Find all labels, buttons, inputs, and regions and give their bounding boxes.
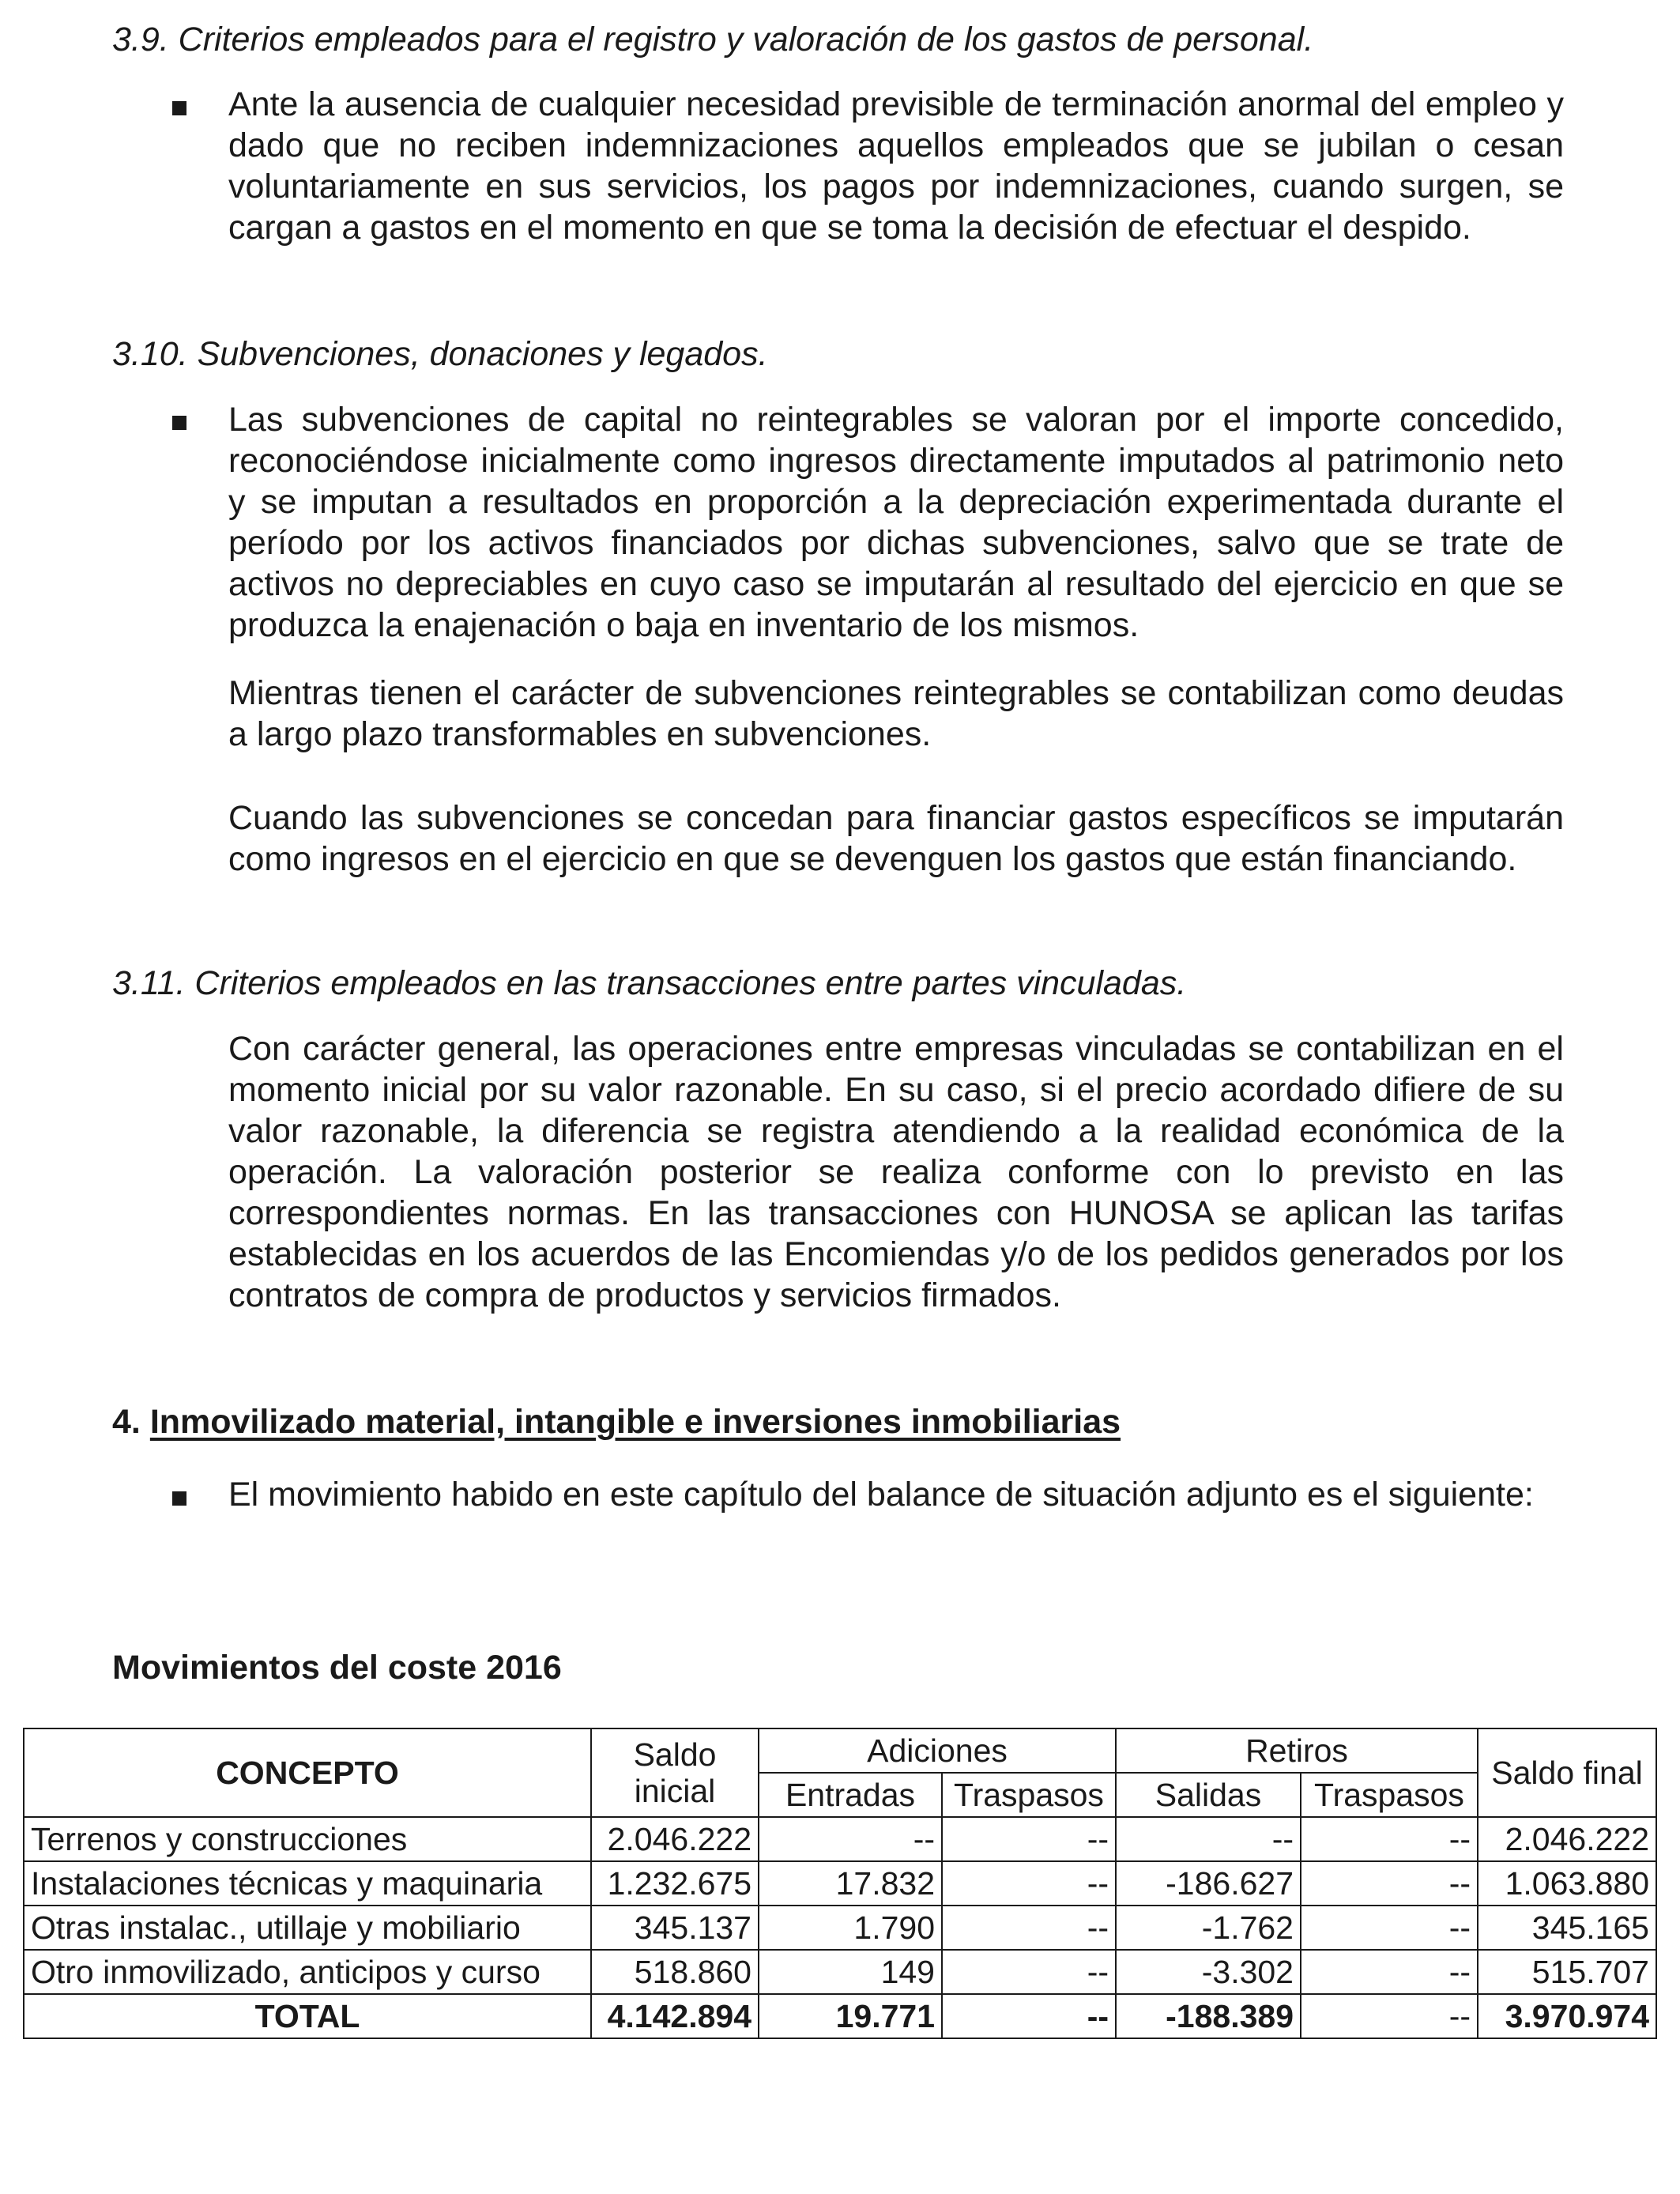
cell-entradas: 1.790 bbox=[759, 1906, 942, 1950]
cell-traspasos-retiros: -- bbox=[1301, 1817, 1478, 1861]
section-title: Inmovilizado material, intangible e inversiones inmobiliarias bbox=[149, 1403, 1121, 1441]
table-total-row bbox=[24, 1994, 1656, 2038]
cell-salidas: -3.302 bbox=[1116, 1950, 1301, 1994]
table-row bbox=[24, 1861, 1656, 1906]
section-heading-3-11: 3.11. Criterios empleados en las transacciones entre partes vinculadas. bbox=[112, 964, 1187, 1002]
header-concepto: CONCEPTO bbox=[24, 1728, 591, 1817]
table-row bbox=[24, 1817, 1656, 1861]
cell-saldo-final: 1.063.880 bbox=[1478, 1861, 1656, 1906]
paragraph-subvenciones-capital: Las subvenciones de capital no reintegrables se valoran por el importe concedido, reconociéndose inicialmente como ingresos directamente imputados al patrimonio neto y se imputan a resultados en proporción a la depreciación experimentada durante el período por los activos financiados por dichas subvenciones, salvo que se trate de activos no depreciables en cuyo caso se imputarán al resultado del ejercicio en que se produzca la enajenación o baja en inventario de los mismos. bbox=[228, 401, 1564, 644]
cell-saldo-inicial: 4.142.894 bbox=[591, 1994, 759, 2038]
paragraph-subvenciones-reintegrables: Mientras tienen el carácter de subvenciones reintegrables se contabilizan como deudas a largo plazo transformables en subvenciones. bbox=[228, 674, 1564, 753]
cell-concepto: Otras instalac., utillaje y mobiliario bbox=[24, 1906, 591, 1950]
bullet-icon bbox=[172, 416, 186, 430]
bullet-icon bbox=[172, 101, 186, 115]
cell-salidas: -186.627 bbox=[1116, 1861, 1301, 1906]
header-traspasos-retiros: Traspasos bbox=[1301, 1773, 1478, 1817]
cell-saldo-inicial: 1.232.675 bbox=[591, 1861, 759, 1906]
table-header-row bbox=[24, 1728, 1656, 1773]
section-heading-3-9: 3.9. Criterios empleados para el registro y valoración de los gastos de personal. bbox=[112, 21, 1314, 58]
paragraph-gastos-personal: Ante la ausencia de cualquier necesidad previsible de terminación anormal del empleo y dado que no reciben indemnizaciones aquellos empleados que se jubilan o cesan voluntariamente en sus servicios, los pagos por indemnizaciones, cuando surgen, se cargan a gastos en el momento en que se toma la decisión de efectuar el despido. bbox=[228, 85, 1564, 247]
cell-traspasos-adiciones: -- bbox=[942, 1994, 1116, 2038]
header-saldo-final: Saldo final bbox=[1478, 1728, 1656, 1817]
cell-traspasos-retiros: -- bbox=[1301, 1994, 1478, 2038]
cell-saldo-inicial: 345.137 bbox=[591, 1906, 759, 1950]
paragraph-movimiento: El movimiento habido en este capítulo del balance de situación adjunto es el siguiente: bbox=[228, 1476, 1534, 1514]
table-caption: Movimientos del coste 2016 bbox=[112, 1649, 562, 1687]
section-heading-4 bbox=[112, 1401, 1121, 1442]
cell-saldo-final: 2.046.222 bbox=[1478, 1817, 1656, 1861]
table-row bbox=[24, 1950, 1656, 1994]
section-number: 4. bbox=[112, 1403, 141, 1441]
cell-entradas: -- bbox=[759, 1817, 942, 1861]
cell-traspasos-adiciones: -- bbox=[942, 1861, 1116, 1906]
header-saldo-inicial: Saldo inicial bbox=[591, 1728, 759, 1817]
cell-salidas: -- bbox=[1116, 1817, 1301, 1861]
cell-traspasos-adiciones: -- bbox=[942, 1950, 1116, 1994]
cell-concepto: Instalaciones técnicas y maquinaria bbox=[24, 1861, 591, 1906]
paragraph-partes-vinculadas: Con carácter general, las operaciones entre empresas vinculadas se contabilizan en el momento inicial por su valor razonable. En su caso, si el precio acordado difiere de su valor razonable, la diferencia se registra atendiendo a la realidad económica de la operación. La valoración posterior se realiza conforme con lo previsto en las correspondientes normas. En las transacciones con HUNOSA se aplican las tarifas establecidas en los acuerdos de las Encomiendas y/o de los pedidos generados por los contratos de compra de productos y servicios firmados. bbox=[228, 1030, 1564, 1314]
header-salidas: Salidas bbox=[1116, 1773, 1301, 1817]
header-entradas: Entradas bbox=[759, 1773, 942, 1817]
bullet-icon bbox=[172, 1491, 186, 1506]
cell-salidas: -188.389 bbox=[1116, 1994, 1301, 2038]
cell-traspasos-retiros: -- bbox=[1301, 1906, 1478, 1950]
cell-saldo-final: 3.970.974 bbox=[1478, 1994, 1656, 2038]
cell-saldo-inicial: 518.860 bbox=[591, 1950, 759, 1994]
cell-traspasos-retiros: -- bbox=[1301, 1861, 1478, 1906]
header-adiciones: Adiciones bbox=[759, 1728, 1116, 1773]
header-retiros: Retiros bbox=[1116, 1728, 1478, 1773]
cell-entradas: 19.771 bbox=[759, 1994, 942, 2038]
table-row bbox=[24, 1906, 1656, 1950]
cell-saldo-final: 345.165 bbox=[1478, 1906, 1656, 1950]
cell-salidas: -1.762 bbox=[1116, 1906, 1301, 1950]
cell-entradas: 17.832 bbox=[759, 1861, 942, 1906]
cell-concepto: Terrenos y construcciones bbox=[24, 1817, 591, 1861]
cell-concepto: Otro inmovilizado, anticipos y curso bbox=[24, 1950, 591, 1994]
cell-traspasos-retiros: -- bbox=[1301, 1950, 1478, 1994]
cell-saldo-final: 515.707 bbox=[1478, 1950, 1656, 1994]
movimientos-table bbox=[23, 1728, 1657, 2039]
cell-total-label: TOTAL bbox=[24, 1994, 591, 2038]
header-traspasos-adiciones: Traspasos bbox=[942, 1773, 1116, 1817]
cell-traspasos-adiciones: -- bbox=[942, 1906, 1116, 1950]
section-heading-3-10: 3.10. Subvenciones, donaciones y legados. bbox=[112, 335, 768, 373]
paragraph-subvenciones-gastos: Cuando las subvenciones se concedan para financiar gastos específicos se imputarán como ingresos en el ejercicio en que se devenguen los gastos que están financiando. bbox=[228, 799, 1564, 878]
cell-saldo-inicial: 2.046.222 bbox=[591, 1817, 759, 1861]
cell-entradas: 149 bbox=[759, 1950, 942, 1994]
cell-traspasos-adiciones: -- bbox=[942, 1817, 1116, 1861]
